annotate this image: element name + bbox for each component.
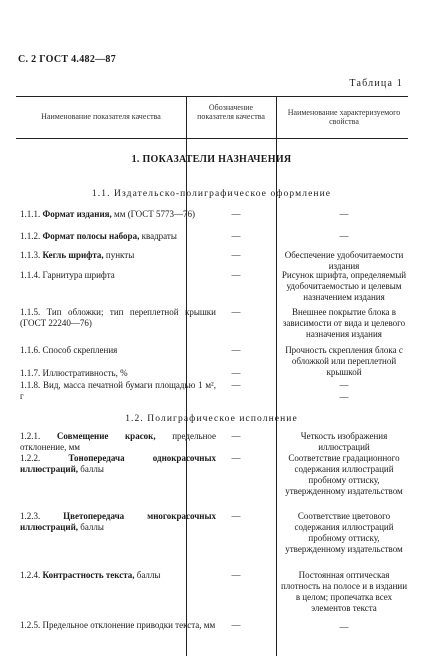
- indicator-cell: 1.2.3. Цветопередача многокрасочных иллюстраций, баллы: [20, 511, 216, 532]
- symbol-cell: —: [231, 270, 241, 280]
- property-cell: —: [339, 380, 349, 390]
- property-cell: —: [339, 392, 349, 402]
- property-cell: Внешнее покрытие блока в зависимости от вида и целевого назначения издания: [282, 307, 406, 339]
- symbol-cell: —: [231, 231, 241, 241]
- property-cell: Обеспечение удобочитаемости издания: [284, 250, 404, 271]
- symbol-cell: —: [231, 380, 241, 390]
- column-header-symbol: Обозначение показателя качества: [197, 103, 265, 121]
- column-divider-2: [276, 96, 277, 656]
- section-title: 1. ПОКАЗАТЕЛИ НАЗНАЧЕНИЯ: [131, 154, 292, 165]
- indicator-cell: 1.1.7. Иллюстративность, %: [20, 368, 128, 378]
- column-header-indicator: Наименование показателя качества: [41, 112, 161, 121]
- indicator-cell: 1.1.4. Гарнитура шрифта: [20, 270, 115, 280]
- symbol-cell: —: [231, 250, 241, 260]
- indicator-cell: 1.1.3. Кегль шрифта, пункты: [20, 250, 135, 260]
- property-cell: Соответствие градационного содержания иллюстраций пробному оттиску, утвержденному издательством: [285, 453, 403, 496]
- symbol-cell: —: [231, 209, 241, 219]
- symbol-cell: —: [231, 368, 241, 378]
- page-header: С. 2 ГОСТ 4.482—87: [18, 54, 117, 65]
- indicator-cell: 1.2.2. Тонопередача однокрасочных иллюстраций, баллы: [20, 453, 216, 474]
- indicator-cell: 1.1.6. Способ скрепления: [20, 345, 118, 355]
- subsection-title: 1.1. Издательско-полиграфическое оформление: [91, 189, 332, 199]
- symbol-cell: —: [231, 345, 241, 355]
- indicator-cell: 1.2.4. Контрастность текста, баллы: [20, 570, 161, 580]
- property-cell: Рисунок шрифта, определяемый удобочитаемостью и целевым назначением издания: [281, 270, 407, 302]
- indicator-cell: 1.1.8. Вид, масса печатной бумаги площадью 1 м², г: [20, 380, 217, 401]
- table-label: Таблица 1: [349, 78, 403, 89]
- indicator-cell: 1.1.5. Тип обложки; тип переплетной крышки (ГОСТ 22240—76): [20, 307, 216, 328]
- symbol-cell: —: [231, 307, 241, 317]
- indicator-cell: 1.2.1. Совмещение красок, предельное отклонение, мм: [20, 431, 216, 452]
- property-cell: Прочность скрепления блока с обложкой или переплетной крышкой: [285, 345, 403, 377]
- symbol-cell: —: [231, 453, 241, 463]
- table-top-rule: [16, 96, 408, 97]
- symbol-cell: —: [231, 570, 241, 580]
- table-header-rule: [16, 138, 408, 139]
- subsection-title: 1.2. Полиграфическое исполнение: [125, 414, 298, 424]
- indicator-cell: 1.2.5. Предельное отклонение приводки текста, мм: [20, 620, 216, 630]
- property-cell: Постоянная оптическая плотность на полосе и в издании в целом; пропечатка всех элементов текста: [280, 570, 408, 613]
- property-cell: Четкость изображения иллюстраций: [300, 431, 388, 452]
- symbol-cell: —: [231, 620, 241, 630]
- symbol-cell: —: [231, 431, 241, 441]
- symbol-cell: —: [231, 511, 241, 521]
- column-header-property: Наименование характеризуемого свойства: [287, 108, 401, 126]
- property-cell: —: [339, 622, 349, 632]
- property-cell: Соответствие цветового содержания иллюстраций пробному оттиску, утвержденному издательством: [285, 511, 403, 554]
- indicator-cell: 1.1.1. Формат издания, мм (ГОСТ 5773—76): [20, 209, 196, 219]
- property-cell: —: [339, 231, 349, 241]
- property-cell: —: [339, 209, 349, 219]
- indicator-cell: 1.1.2. Формат полосы набора, квадраты: [20, 231, 177, 241]
